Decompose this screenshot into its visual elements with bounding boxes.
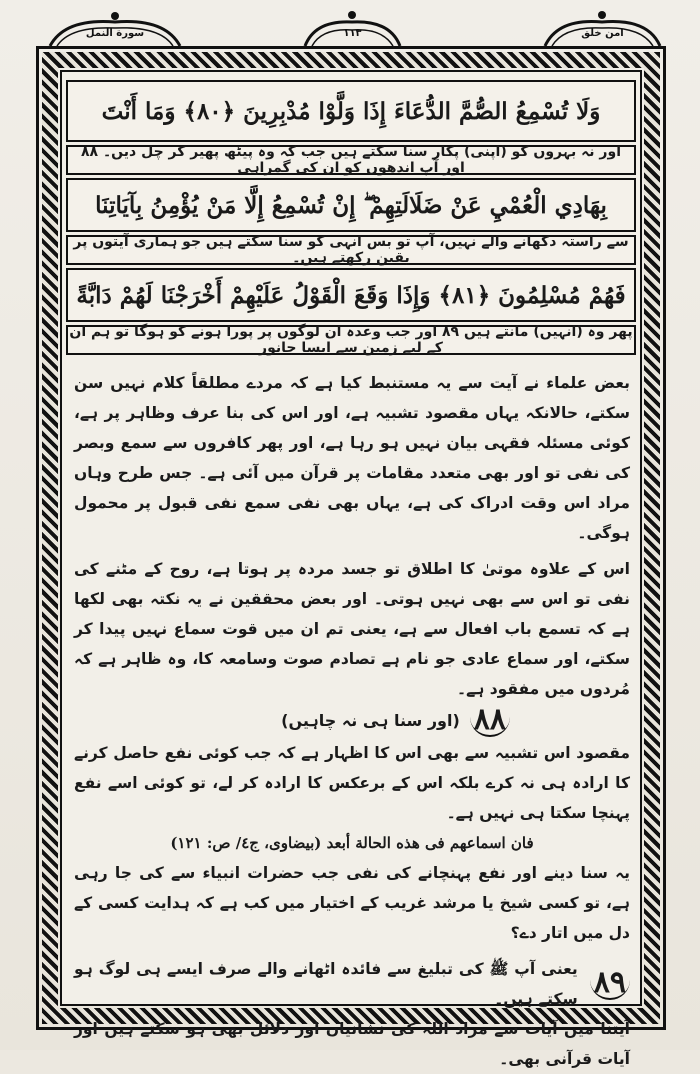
note-title: (اور سنا ہی نہ چاہیں) (281, 711, 460, 730)
ayah-arabic: فَهُمْ مُسْلِمُونَ ﴿٨١﴾ وَإِذَا وَقَعَ الْقَوْلُ عَلَيْهِمْ أَخْرَجْنَا لَهُمْ دَابَّةً (76, 281, 626, 309)
header-left-ornament (45, 8, 185, 48)
juz-name: امن خلق (581, 27, 624, 39)
ayah-arabic: وَلَا تُسْمِعُ الصُّمَّ الدُّعَاءَ إِذَا وَلَّوْا مُدْبِرِينَ ﴿٨٠﴾ وَمَا أَنْتَ (101, 97, 601, 125)
note-text: یعنی آپ ﷺ کی تبلیغ سے فائدہ اٹھانے والے صرف ایسے ہی لوگ ہو سکتے ہیں۔ (74, 960, 578, 1008)
note-88-heading (74, 704, 510, 738)
ayah-arabic: بِهَادِي الْعُمْيِ عَنْ ضَلَالَتِهِمْ ۖ إِنْ تُسْمِعُ إِلَّا مَنْ يُؤْمِنُ بِآيَاتِنَا (95, 191, 607, 219)
ayah-translation: سے راستہ دکھانے والے نہیں، آپ تو بس انہی کو سنا سکتے ہیں جو ہماری آیتوں پر یقین رکھتے ہیں۔ (73, 234, 629, 266)
note-number: ۸۸ (470, 705, 510, 737)
header-center-ornament (300, 8, 405, 48)
ayah-box (66, 80, 636, 142)
commentary-paragraph: آیتنا میں آیات سے مراد اللہ کی نشانیاں اور دلائل بھی ہو سکتے ہیں اور آیات قرآنی بھی۔ (74, 1020, 630, 1068)
ayah-translation: پھر وہ (انہیں) مانتے ہیں ۸۹ اور جب وعدہ ان لوگوں پر پورا ہونے کو ہوگا تو ہم ان کے لیے زمین سے ایسا جانور (69, 324, 633, 356)
arabic-citation: فان اسماعهم فى هذه الحالة أبعد (بيضاوى، ج٤/ ص: ١٢١) (170, 834, 534, 852)
commentary-paragraph: اس کے علاوہ موتیٰ کا اطلاق تو جسد مردہ پر ہوتا ہے، روح کے مٹنے کی نفی تو اس سے بھی نہیں ہوتی۔ اور بعض محققین نے یہ نکتہ بھی لکھا ہے کہ تسمع باب افعال سے ہے، یعنی تم ان میں قوت سماع نہیں پیدا کر سکتے، اور سماع عادی جو نام ہے تصادم صوت وسامعہ کا، وہ ظاہر ہے کہ مُردوں میں مفقود ہے۔ (74, 560, 630, 698)
ayah-translation-box (66, 325, 636, 355)
commentary-paragraph: یہ سنا دینے اور نفع پہنچانے کی نفی جب حضرات انبیاء سے کی جا رہی ہے، تو کسی شیخ یا مرشد غریب کے اختیار میں کب ہے کہ ہدایت کسی کے دل میں اتار دے؟ (74, 864, 630, 942)
ayah-translation-box (66, 145, 636, 175)
ayah-translation: اور نہ بہروں کو (اپنی) پکار سنا سکتے ہیں جب کہ وہ پیٹھ پھیر کر چل دیں۔ ۸۸ اور آپ اندھوں کو ان کی گمراہی (80, 144, 621, 176)
ayah-translation-box (66, 235, 636, 265)
ayah-box (66, 268, 636, 322)
commentary-paragraph: مقصود اس تشبیہ سے بھی اس کا اظہار ہے کہ جب کوئی نفع حاصل کرنے کا ارادہ ہی نہ کرے بلکہ اس کے برعکس کا ارادہ کر لے، تو کوئی اسے نفع پہنچا سکتا ہی نہیں ہے۔ (74, 744, 630, 822)
surah-name: سورة النمل (85, 27, 145, 39)
page-number: ١١٣ (343, 27, 362, 39)
note-number: ۸۹ (590, 968, 630, 1000)
commentary (74, 368, 630, 1074)
header-right-ornament (540, 8, 665, 48)
note-89 (74, 954, 630, 1014)
ayah-box (66, 178, 636, 232)
commentary-paragraph: بعض علماء نے آیت سے یہ مستنبط کیا ہے کہ مردے مطلقاً کلام نہیں سن سکتے، حالانکہ یہاں مقصود تشبیہ ہے، اور اس کی بنا عرف وظاہر پر ہے، کوئی مسئلہ فقہی بیان نہیں ہو رہا ہے، اور پھر کافروں سے سمع وبصر کی نفی تو اور بھی متعدد مقامات پر قرآن میں آئی ہے۔ جس طرح وہاں مراد اس وقت ادراک کی ہے، یہاں بھی نفی سمع نفی قبول پر محمول ہوگی۔ (74, 374, 630, 542)
